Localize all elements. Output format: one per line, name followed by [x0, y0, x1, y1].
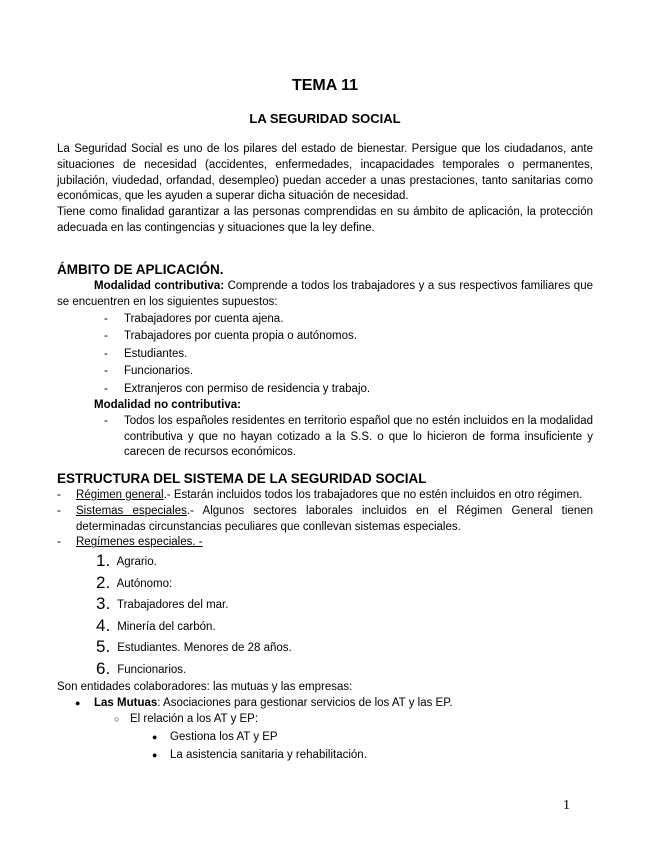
list-number: 6. [96, 658, 111, 678]
list-label: Minería del carbón. [117, 620, 216, 633]
regimenes-especiales-item [57, 535, 593, 551]
ambito-heading: ÁMBITO DE APLICACIÓN. [57, 262, 224, 277]
no-contributiva-list [57, 414, 593, 461]
contributiva-paragraph [57, 279, 593, 311]
list-number: 1. [96, 551, 111, 571]
list-item: - Todos los españoles residentes en territorio español que no estén incluidos en la modalidad contributiva y que no hayan cotizado a la S.S. o que lo hicieron de forma insuficiente y carecen de recursos económicos. [104, 414, 593, 461]
sistemas-especiales-item [57, 504, 593, 536]
regimen-general-text: .- Estarán incluidos todos los trabajadores que no estén incluidos en otro régimen. [163, 489, 583, 501]
page-number: 1 [563, 798, 570, 813]
list-item [96, 637, 593, 659]
mutuas-text: : Asociaciones para gestionar servicios de los AT y las EP. [157, 696, 453, 709]
relacion-item [114, 712, 593, 764]
page-title: TEMA 11 [291, 77, 359, 94]
list-number: 5. [96, 637, 111, 657]
ambito-section [57, 261, 593, 461]
intro-paragraph-2: Tiene como finalidad garantizar a las personas comprendidas en su ámbito de aplicación, la protección adecuada en las contingencias y situaciones que la ley define. [57, 206, 593, 234]
list-item: - Trabajadores por cuenta propia o autónomos. [104, 328, 593, 346]
mutuas-label: Las Mutuas [94, 696, 158, 709]
estructura-list [57, 488, 593, 551]
list-item: - Trabajadores por cuenta ajena. [104, 311, 593, 329]
contributiva-text: Comprende a todos los trabajadores y a sus respectivos familiares que se encuentren en los siguientes supuestos: [57, 280, 593, 308]
list-item [96, 573, 593, 595]
mutuas-list [57, 696, 593, 764]
page-subtitle: LA SEGURIDAD SOCIAL [249, 111, 401, 126]
relacion-sublist [130, 728, 593, 764]
list-number: 2. [96, 572, 111, 592]
relacion-text: El relación a los AT y EP: [130, 712, 259, 725]
no-contributiva-label: Modalidad no contributiva: [94, 399, 241, 412]
regimenes-especiales-label: Regímenes especiales. [76, 536, 196, 549]
list-label: Autónomo: [116, 577, 173, 590]
list-item: ● Gestiona los AT y EP [152, 728, 593, 746]
list-item [96, 551, 593, 573]
sistemas-especiales-label: Sistemas especiales [76, 504, 187, 517]
intro-paragraph-1: La Seguridad Social es uno de los pilares del estado de bienestar. Persigue que los ciudadanos, ante situaciones de necesidad (accidentes, enfermedades, incapacidades temporales o permanentes, jubilación, viudedad, orfandad, desempleo) puedan acceder a unas prestaciones, tanto sanitarias como económicas, que les ayuden a superar dicha situación de necesidad. [57, 143, 593, 203]
contributiva-list [57, 311, 593, 399]
list-number: 3. [96, 594, 111, 614]
mutuas-item [75, 696, 593, 764]
regimen-general-label: Régimen general [76, 489, 164, 501]
regimenes-especiales-suffix: - [195, 536, 203, 549]
list-item: - Funcionarios. [104, 363, 593, 381]
list-item: ● La asistencia sanitaria y rehabilitación. [152, 746, 593, 764]
list-item [96, 659, 593, 681]
estructura-heading: ESTRUCTURA DEL SISTEMA DE LA SEGURIDAD SOCIAL [57, 471, 427, 486]
contributiva-label: Modalidad contributiva: [94, 280, 225, 292]
list-item [96, 594, 593, 616]
estructura-section [57, 470, 593, 764]
colaboradoras-text: Son entidades colaboradores: las mutuas y las empresas: [57, 681, 353, 694]
list-label: Trabajadores del mar. [117, 599, 229, 612]
list-number: 4. [96, 615, 111, 635]
regimen-general-item [57, 488, 593, 504]
relacion-list [94, 712, 593, 764]
list-item: - Extranjeros con permiso de residencia y trabajo. [104, 381, 593, 399]
intro-section [57, 142, 593, 237]
list-label: Agrario. [116, 556, 157, 569]
list-label: Funcionarios. [117, 663, 187, 676]
list-label: Estudiantes. Menores de 28 años. [117, 642, 292, 655]
list-item [96, 616, 593, 638]
regimenes-list [57, 551, 593, 680]
sistemas-especiales-text: .- Algunos sectores laborales incluidos en el Régimen General tienen determinadas circunstancias peculiares que conllevan sistemas especiales. [76, 504, 594, 533]
list-item: - Estudiantes. [104, 346, 593, 364]
